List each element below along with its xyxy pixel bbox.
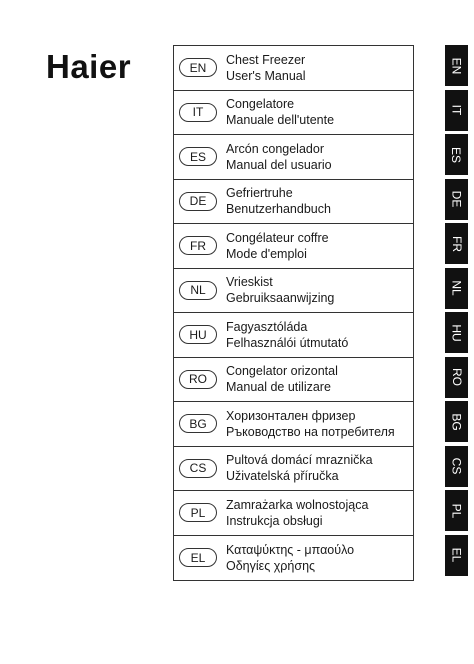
language-tab-it[interactable] — [445, 90, 468, 131]
language-code-cell — [174, 459, 222, 478]
language-code-badge: CS — [179, 459, 217, 478]
tab-label: CS — [449, 457, 464, 475]
language-title-cell — [222, 230, 329, 262]
language-code-cell — [174, 236, 222, 255]
language-code-badge: IT — [179, 103, 217, 122]
language-code-cell — [174, 281, 222, 300]
language-row-ro[interactable] — [174, 358, 413, 403]
language-code-cell — [174, 503, 222, 522]
language-title-cell — [222, 542, 354, 574]
language-code-cell — [174, 58, 222, 77]
tab-label: DE — [449, 190, 464, 208]
manual-name: Manual del usuario — [226, 157, 332, 172]
manual-name: Felhasználói útmutató — [226, 335, 349, 350]
language-code-badge: NL — [179, 281, 217, 300]
language-code-cell — [174, 147, 222, 166]
language-code-cell — [174, 370, 222, 389]
language-code-badge: BG — [179, 414, 217, 433]
product-name: Gefriertruhe — [226, 186, 293, 201]
language-title-cell — [222, 452, 373, 484]
language-title-cell — [222, 274, 334, 306]
manual-name: Benutzerhandbuch — [226, 202, 331, 217]
product-name: Fagyasztóláda — [226, 319, 308, 334]
language-title-cell — [222, 319, 348, 351]
manual-name: Manuale dell'utente — [226, 113, 335, 128]
language-tab-de[interactable] — [445, 179, 468, 220]
manual-name: Manual de utilizare — [226, 380, 331, 395]
language-tab-en[interactable] — [445, 45, 468, 86]
language-row-el[interactable] — [174, 536, 413, 581]
language-row-pl[interactable] — [174, 491, 413, 536]
manual-name: Uživatelská příručka — [226, 469, 339, 484]
tab-label: RO — [449, 368, 464, 386]
language-title-cell — [222, 497, 368, 529]
language-code-cell — [174, 414, 222, 433]
language-row-de[interactable] — [174, 180, 413, 225]
language-code-badge: PL — [179, 503, 217, 522]
product-name: Congelatore — [226, 97, 295, 112]
manual-name: Instrukcja obsługi — [226, 513, 323, 528]
tab-label: PL — [449, 503, 464, 518]
language-code-cell — [174, 103, 222, 122]
language-row-fr[interactable] — [174, 224, 413, 269]
language-tab-es[interactable] — [445, 134, 468, 175]
language-code-cell — [174, 325, 222, 344]
tab-label: EL — [449, 547, 464, 563]
tab-label: ES — [449, 146, 464, 163]
language-table — [173, 45, 414, 581]
tab-label: EN — [449, 57, 464, 74]
manual-name: Mode d'emploi — [226, 246, 307, 261]
language-row-cs[interactable] — [174, 447, 413, 492]
language-title-cell — [222, 52, 306, 84]
tab-label: BG — [449, 412, 464, 431]
language-row-it[interactable] — [174, 91, 413, 136]
tab-label: HU — [449, 323, 464, 342]
language-code-badge: EL — [179, 548, 217, 567]
tab-label: FR — [449, 235, 464, 252]
manual-name: Οδηγίες χρήσης — [226, 558, 316, 573]
language-tab-strip — [445, 45, 468, 579]
language-code-badge: EN — [179, 58, 217, 77]
language-tab-fr[interactable] — [445, 223, 468, 264]
product-name: Congelator orizontal — [226, 364, 338, 379]
tab-label: NL — [449, 280, 464, 296]
language-tab-bg[interactable] — [445, 401, 468, 442]
language-row-bg[interactable] — [174, 402, 413, 447]
language-code-badge: DE — [179, 192, 217, 211]
language-title-cell — [222, 96, 334, 128]
product-name: Хоризонтален фризер — [226, 408, 356, 423]
manual-name: Ръководство на потребителя — [226, 424, 395, 439]
language-title-cell — [222, 185, 331, 217]
language-code-badge: HU — [179, 325, 217, 344]
product-name: Vrieskist — [226, 275, 273, 290]
language-tab-el[interactable] — [445, 535, 468, 576]
product-name: Zamrażarka wolnostojąca — [226, 497, 369, 512]
language-title-cell — [222, 408, 395, 440]
language-row-en[interactable] — [174, 46, 413, 91]
product-name: Καταψύκτης - μπαούλο — [226, 542, 355, 557]
language-code-badge: ES — [179, 147, 217, 166]
language-code-badge: FR — [179, 236, 217, 255]
product-name: Chest Freezer — [226, 52, 306, 67]
tab-label: IT — [449, 104, 464, 116]
product-name: Pultová domácí mraznička — [226, 453, 373, 468]
brand-logo: Haier — [46, 48, 132, 85]
language-code-badge: RO — [179, 370, 217, 389]
product-name: Arcón congelador — [226, 141, 324, 156]
language-title-cell — [222, 363, 338, 395]
language-code-cell — [174, 548, 222, 567]
language-tab-nl[interactable] — [445, 268, 468, 309]
language-tab-hu[interactable] — [445, 312, 468, 353]
language-code-cell — [174, 192, 222, 211]
language-row-nl[interactable] — [174, 269, 413, 314]
manual-name: Gebruiksaanwijzing — [226, 291, 335, 306]
language-row-es[interactable] — [174, 135, 413, 180]
product-name: Congélateur coffre — [226, 230, 329, 245]
language-tab-cs[interactable] — [445, 446, 468, 487]
language-title-cell — [222, 141, 332, 173]
language-row-hu[interactable] — [174, 313, 413, 358]
manual-name: User's Manual — [226, 68, 306, 83]
language-tab-ro[interactable] — [445, 357, 468, 398]
language-tab-pl[interactable] — [445, 490, 468, 531]
